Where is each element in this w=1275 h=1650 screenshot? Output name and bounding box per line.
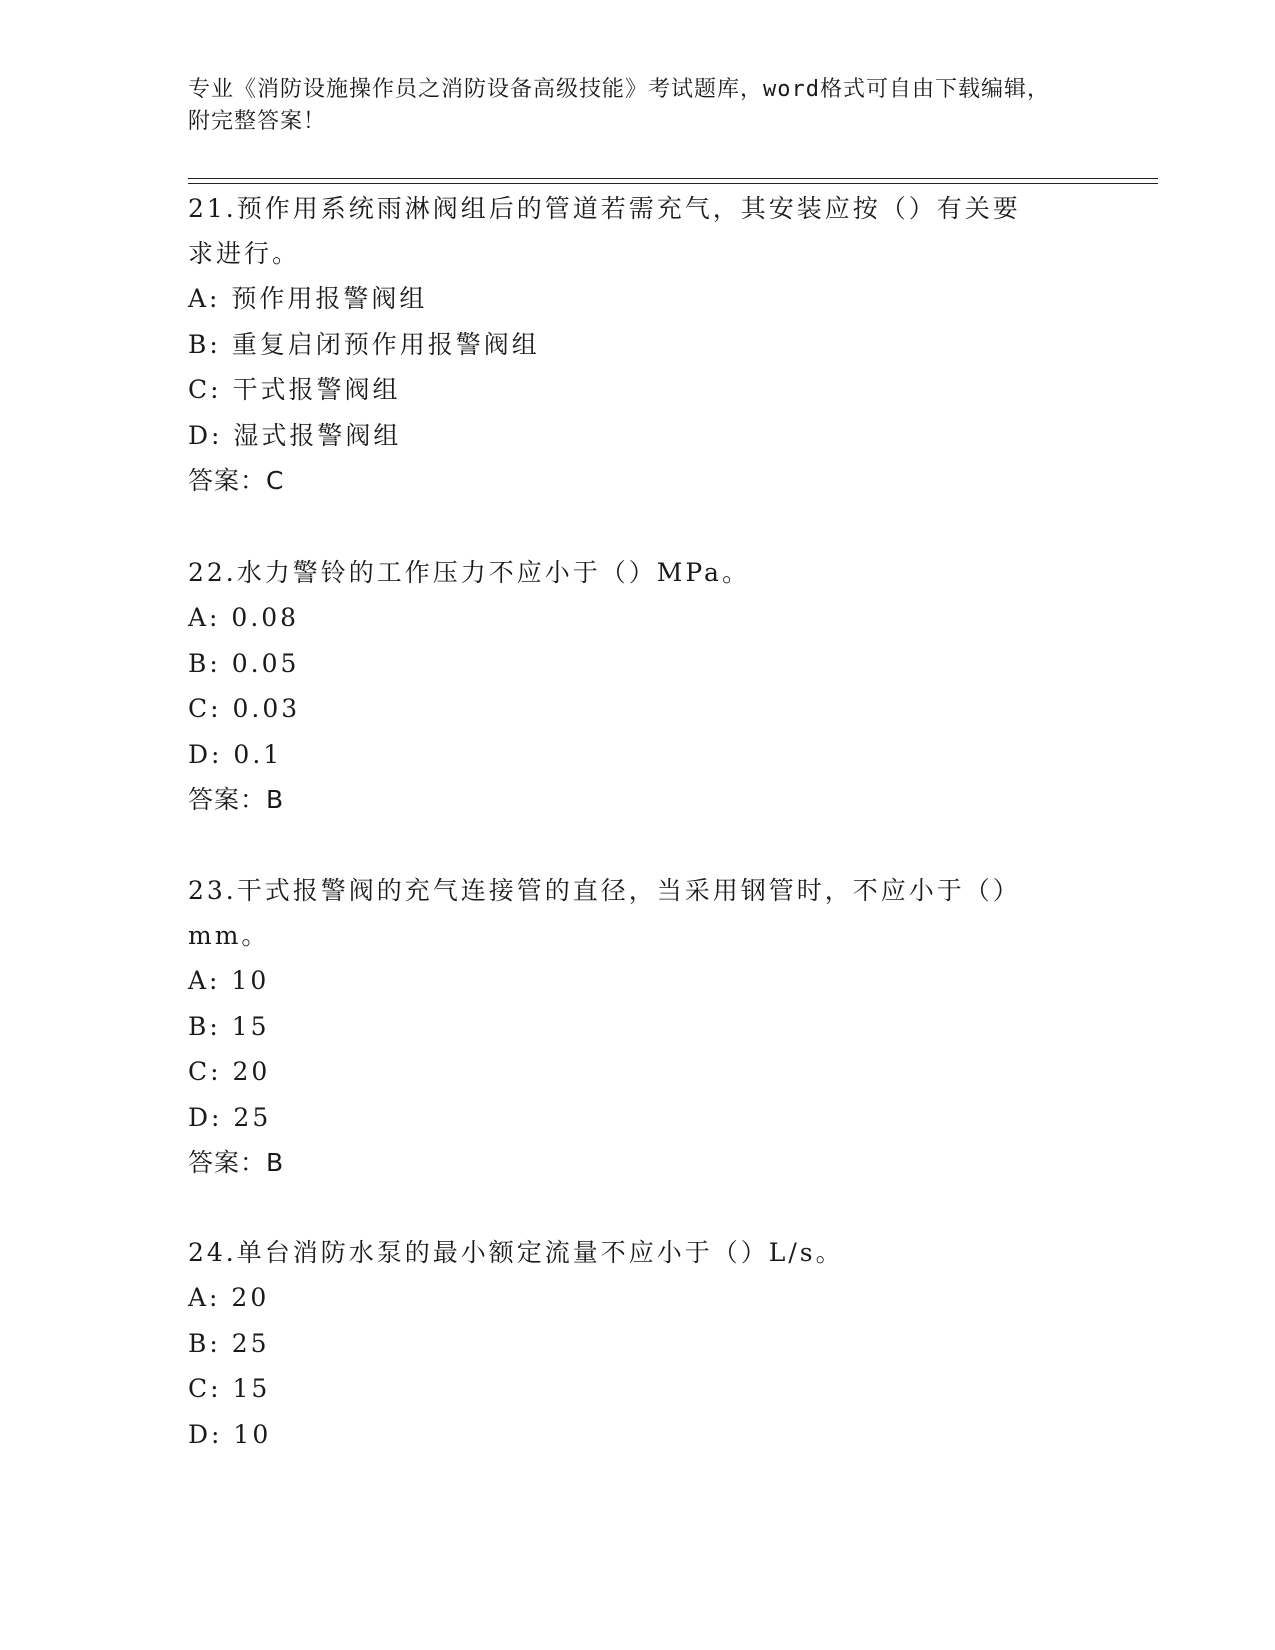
- option-b: B: 15: [188, 1011, 270, 1041]
- option-c: C: 干式报警阀组: [188, 375, 401, 404]
- answer: 答案：B: [188, 785, 285, 814]
- answer: 答案：B: [188, 1148, 285, 1177]
- option-b: B: 0.05: [188, 648, 300, 678]
- option-c: C: 0.03: [188, 694, 301, 723]
- option-c: C: 20: [188, 1057, 271, 1086]
- question-23: [188, 868, 1088, 1185]
- question-stem: 23.干式报警阀的充气连接管的直径，当采用钢管时，不应小于（）mm。: [188, 876, 1021, 950]
- answer: 答案：C: [188, 466, 285, 495]
- question-22: [188, 550, 1088, 822]
- question-stem: 24.单台消防水泵的最小额定流量不应小于（）L/s。: [188, 1238, 844, 1267]
- header-divider-bottom: [188, 183, 1158, 184]
- question-stem: 21.预作用系统雨淋阀组后的管道若需充气，其安装应按（）有关要求进行。: [188, 194, 1021, 268]
- option-c: C: 15: [188, 1374, 271, 1403]
- option-a: A: 0.08: [188, 603, 300, 632]
- option-d: D: 0.1: [188, 739, 283, 769]
- question-24: [188, 1230, 1088, 1457]
- option-d: D: 湿式报警阀组: [188, 420, 402, 450]
- document-intro: 专业《消防设施操作员之消防设备高级技能》考试题库，word格式可自由下载编辑，附完整答案！: [188, 77, 1050, 134]
- question-stem: 22.水力警铃的工作压力不应小于（）MPa。: [188, 558, 750, 587]
- option-d: D: 10: [188, 1419, 272, 1449]
- option-b: B: 25: [188, 1328, 270, 1358]
- option-b: B: 重复启闭预作用报警阀组: [188, 329, 540, 359]
- question-21: [188, 186, 1088, 503]
- option-a: A: 20: [188, 1283, 270, 1312]
- option-d: D: 25: [188, 1102, 272, 1132]
- option-a: A: 预作用报警阀组: [188, 284, 428, 313]
- header-divider-top: [188, 178, 1158, 179]
- option-a: A: 10: [188, 966, 270, 995]
